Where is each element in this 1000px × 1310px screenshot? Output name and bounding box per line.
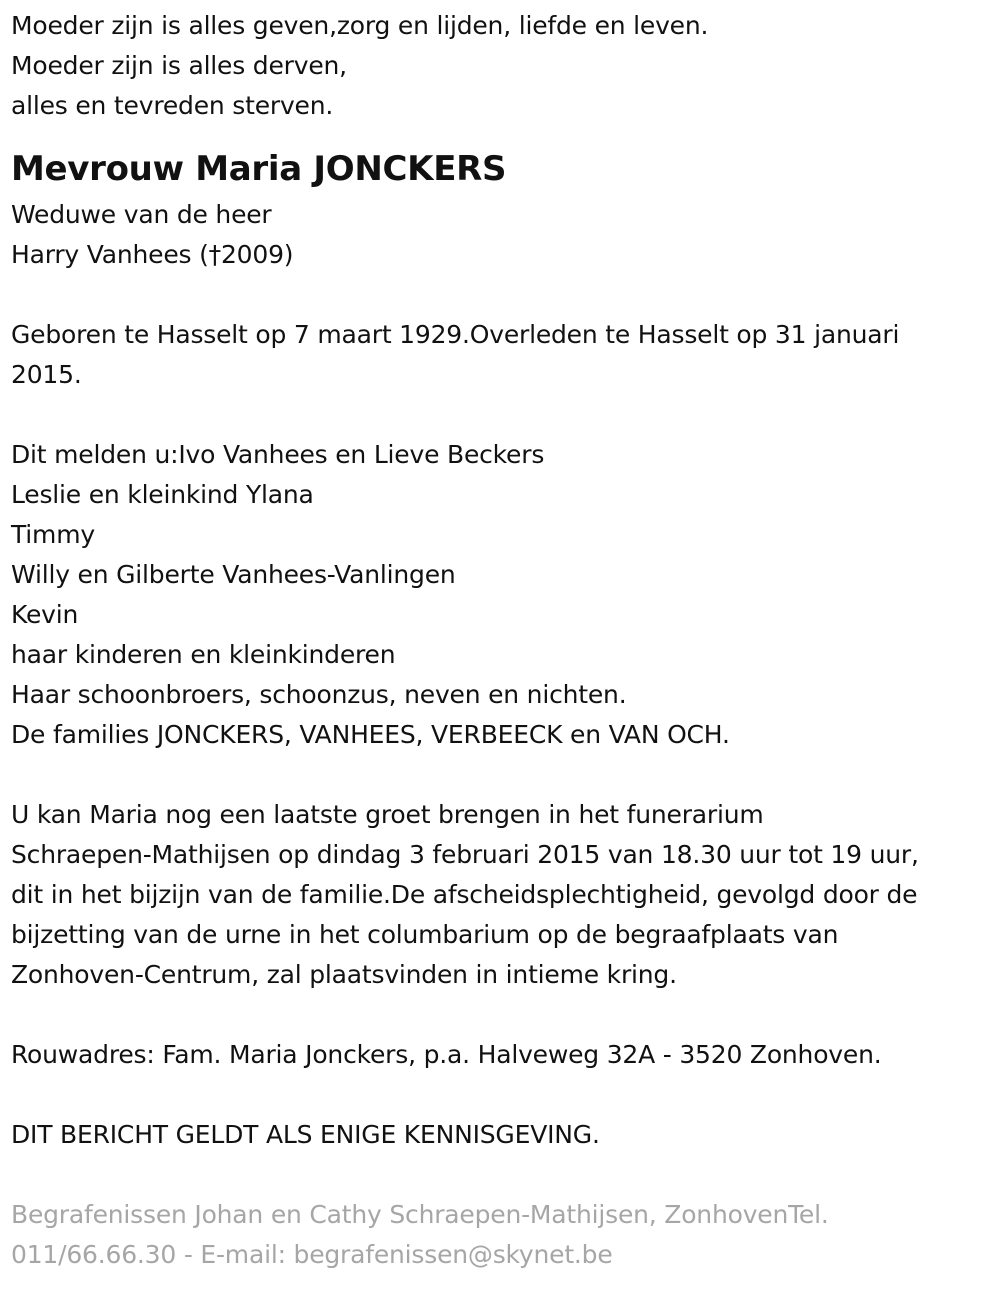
poem-line: Moeder zijn is alles derven, — [11, 51, 347, 80]
spacer — [11, 395, 1000, 435]
husband-year: 2009) — [220, 240, 294, 269]
announcer-line: Kevin — [11, 600, 79, 629]
ceremony-line: dit in het bijzijn van de familie.De afscheidsplechtigheid, gevolgd door de — [11, 880, 918, 909]
husband-name: Harry Vanhees ( — [11, 240, 209, 269]
footer-line: Begrafenissen Johan en Cathy Schraepen-Mathijsen, ZonhovenTel. — [11, 1200, 829, 1229]
dates-line: 2015. — [11, 360, 82, 389]
footer — [11, 1195, 1000, 1275]
announcer-line: Leslie en kleinkind Ylana — [11, 480, 314, 509]
spacer — [11, 755, 1000, 795]
spouse-info — [11, 195, 1000, 275]
deceased-name: Mevrouw Maria JONCKERS — [11, 149, 507, 189]
notice: DIT BERICHT GELDT ALS ENIGE KENNISGEVING. — [11, 1120, 600, 1149]
cross-icon: † — [208, 240, 221, 269]
announcer-line: Willy en Gilberte Vanhees-Vanlingen — [11, 560, 456, 589]
ceremony-line: Zonhoven-Centrum, zal plaatsvinden in intieme kring. — [11, 960, 677, 989]
widow-line: Weduwe van de heer — [11, 200, 272, 229]
announcer-line: De families JONCKERS, VANHEES, VERBEECK en VAN OCH. — [11, 720, 730, 749]
spacer — [11, 1075, 1000, 1115]
announcer-line: Timmy — [11, 520, 95, 549]
announcer-line: Dit melden u:Ivo Vanhees en Lieve Beckers — [11, 440, 545, 469]
spacer — [11, 995, 1000, 1035]
ceremony-line: U kan Maria nog een laatste groet brengen in het funerarium — [11, 800, 764, 829]
footer-line: 011/66.66.30 - E-mail: begrafenissen@skynet.be — [11, 1240, 613, 1269]
announcers-list — [11, 435, 1000, 755]
announcer-line: Haar schoonbroers, schoonzus, neven en nichten. — [11, 680, 627, 709]
husband-line — [11, 235, 1000, 275]
spacer — [11, 1155, 1000, 1195]
dates-line: Geboren te Hasselt op 7 maart 1929.Overleden te Hasselt op 31 januari — [11, 320, 900, 349]
dates-paragraph — [11, 315, 1000, 395]
poem-line: Moeder zijn is alles geven,zorg en lijden, liefde en leven. — [11, 11, 709, 40]
announcer-line: haar kinderen en kleinkinderen — [11, 640, 396, 669]
mourning-address: Rouwadres: Fam. Maria Jonckers, p.a. Halveweg 32A - 3520 Zonhoven. — [11, 1040, 882, 1069]
spacer — [11, 275, 1000, 315]
poem — [11, 6, 1000, 126]
ceremony-line: Schraepen-Mathijsen op dindag 3 februari 2015 van 18.30 uur tot 19 uur, — [11, 840, 919, 869]
ceremony-paragraph — [11, 795, 1000, 995]
ceremony-line: bijzetting van de urne in het columbarium op de begraafplaats van — [11, 920, 839, 949]
poem-line: alles en tevreden sterven. — [11, 91, 334, 120]
